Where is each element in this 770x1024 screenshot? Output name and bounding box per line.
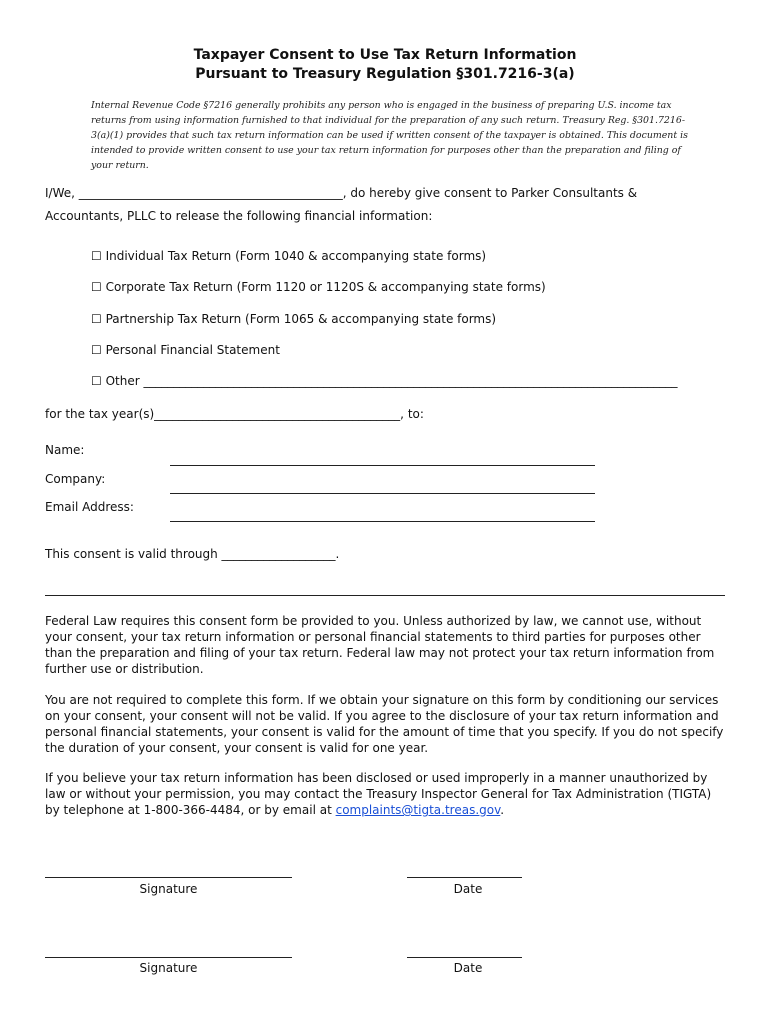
name-label: Name: (45, 443, 85, 457)
date-label-1: Date (453, 882, 483, 896)
notice-paragraph-3 (45, 770, 725, 818)
notice-paragraph-1: Federal Law requires this consent form be provided to you. Unless authorized by law, we cannot use, without your consent, your tax return information or personal financial statements to third parties for purposes other than the preparation and filing of your tax return. Federal law may not protect your tax return information from further use or distribution. (45, 614, 715, 676)
notice-paragraph-3-end: . (500, 803, 505, 817)
email-label: Email Address: (45, 500, 134, 514)
consent-line1: I/We, ____________________________________________, do hereby give consent to Parker Consultants & (45, 186, 638, 200)
tax-year-line[interactable]: for the tax year(s)_________________________________________, to: (45, 407, 424, 421)
option-other[interactable]: ☐ Other _________________________________________________________________________________________ (91, 374, 678, 388)
signature-line-1[interactable] (45, 877, 292, 878)
intro-paragraph: Internal Revenue Code §7216 generally prohibits any person who is engaged in the business of preparing U.S. income tax returns from using information furnished to that individual for the preparation of any such return. Treasury Reg. §301.7216-3(a)(1) provides that such tax return information can be used if written consent of the taxpayer is obtained. This document is intended to provide written consent to use your tax return information for purposes other than the preparation and filing of your return. (91, 100, 688, 171)
valid-through-line[interactable]: This consent is valid through ___________________. (45, 547, 340, 561)
signature-label-1: Signature (139, 882, 198, 896)
email-field[interactable] (170, 521, 595, 522)
option-corporate-return[interactable]: ☐ Corporate Tax Return (Form 1120 or 1120S & accompanying state forms) (91, 280, 546, 294)
option-individual-return[interactable]: ☐ Individual Tax Return (Form 1040 & accompanying state forms) (91, 249, 487, 263)
tigta-email-link[interactable]: complaints@tigta.treas.gov (335, 803, 501, 817)
signature-label-2: Signature (139, 961, 198, 975)
date-line-2[interactable] (407, 957, 522, 958)
notice-paragraph-3-text: If you believe your tax return information has been disclosed or used improperly in a manner unauthorized by law or without your permission, you may contact the Treasury Inspector General for Tax Administration (TIGTA) by telephone at 1-800-366-4484, or by email at (45, 771, 712, 817)
form-title-line1: Taxpayer Consent to Use Tax Return Information (193, 47, 577, 63)
option-partnership-return[interactable]: ☐ Partnership Tax Return (Form 1065 & accompanying state forms) (91, 312, 497, 326)
option-personal-financial-statement[interactable]: ☐ Personal Financial Statement (91, 343, 280, 357)
date-label-2: Date (453, 961, 483, 975)
form-title-line2: Pursuant to Treasury Regulation §301.7216-3(a) (195, 66, 575, 82)
consent-line2: Accountants, PLLC to release the following financial information: (45, 209, 433, 223)
notice-paragraph-2: You are not required to complete this form. If we obtain your signature on this form by conditioning our services on your consent, your consent will not be valid. If you agree to the disclosure of your tax return information and personal financial statements, your consent is valid for the amount of time that you specify. If you do not specify the duration of your consent, your consent is valid for one year. (45, 693, 724, 755)
date-line-1[interactable] (407, 877, 522, 878)
section-divider (45, 595, 725, 596)
company-field[interactable] (170, 493, 595, 494)
company-label: Company: (45, 472, 106, 486)
name-field[interactable] (170, 465, 595, 466)
signature-line-2[interactable] (45, 957, 292, 958)
